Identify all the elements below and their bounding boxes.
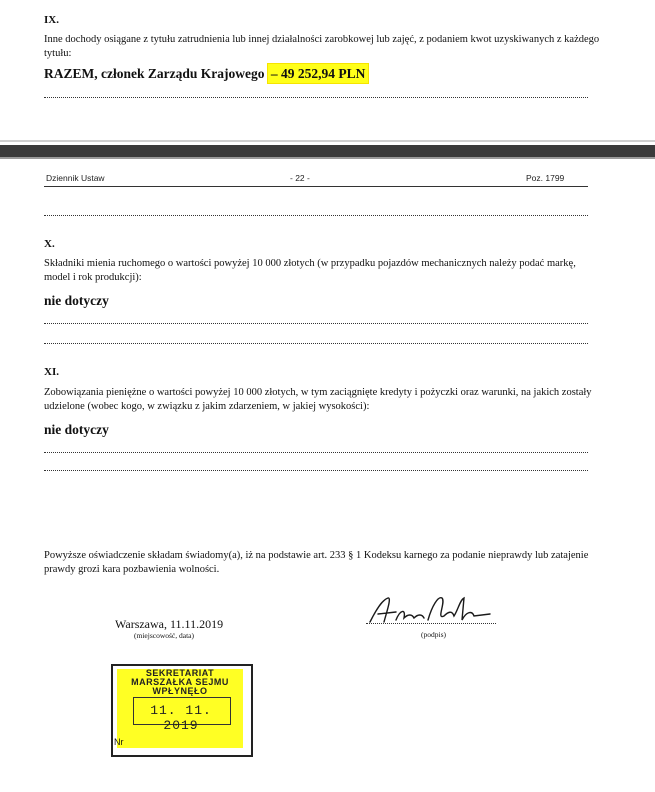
section-x-number: X. — [44, 238, 55, 250]
answer-line — [44, 97, 588, 98]
page-edge-shadow — [0, 157, 655, 159]
header-rule — [44, 186, 588, 187]
section-xi-description: Zobowiązania pieniężne o wartości powyżej 10 000 złotych, w tym zaciągnięte kredyty i pożyczki oraz warunki, na jakich zostały udzielone (wobec kogo, w związku z jakim zdarzeniem, w jakiej wysokości): — [44, 387, 592, 412]
header-position: Poz. 1799 — [526, 173, 565, 183]
declaration-text: Powyższe oświadczenie składam świadomy(a), iż na podstawie art. 233 § 1 Kodeksu karnego za podanie nieprawdy lub zatajenie prawdy grozi kara pozbawienia wolności. — [44, 550, 589, 575]
signature-scribble — [362, 592, 502, 632]
signature-caption: (podpis) — [421, 630, 446, 639]
section-xi-number: XI. — [44, 366, 59, 378]
answer-line — [44, 470, 588, 471]
section-xi-answer: nie dotyczy — [44, 422, 109, 437]
place-date-value: Warszawa, 11.11.2019 — [115, 617, 224, 631]
page-break-divider — [0, 145, 655, 157]
section-x-answer: nie dotyczy — [44, 293, 109, 308]
section-ix-description: Inne dochody osiągane z tytułu zatrudnienia lub innej działalności zarobkowej lub zajęć, z podaniem kwot uzyskiwanych z każdego tytułu: — [44, 34, 600, 59]
header-page-number: - 22 - — [290, 173, 310, 183]
answer-line — [44, 323, 588, 324]
place-date-caption: (miejscowość, data) — [134, 631, 194, 640]
answer-line — [44, 343, 588, 344]
page-edge-shadow — [0, 140, 655, 142]
answer-line — [44, 452, 588, 453]
section-ix-entry-text: RAZEM, członek Zarządu Krajowego — [44, 66, 265, 81]
section-ix-amount-highlight: – 49 252,94 PLN — [268, 64, 369, 83]
answer-line — [44, 215, 588, 216]
stamp-date: 11. 11. 2019 — [150, 703, 212, 733]
signature-line — [366, 623, 496, 624]
stamp-line-3: WPŁYNĘŁO — [152, 686, 208, 696]
stamp-line-1: SEKRETARIAT — [145, 668, 215, 678]
section-x-description: Składniki mienia ruchomego o wartości powyżej 10 000 złotych (w przypadku pojazdów mechanicznych należy podać markę, model i rok produkcji): — [44, 258, 576, 283]
stamp-line-2: MARSZAŁKA SEJMU — [131, 677, 229, 687]
section-ix-entry — [44, 66, 368, 82]
stamp-number-label: Nr — [114, 737, 124, 747]
section-ix-number: IX. — [44, 14, 59, 26]
header-journal: Dziennik Ustaw — [46, 173, 105, 183]
